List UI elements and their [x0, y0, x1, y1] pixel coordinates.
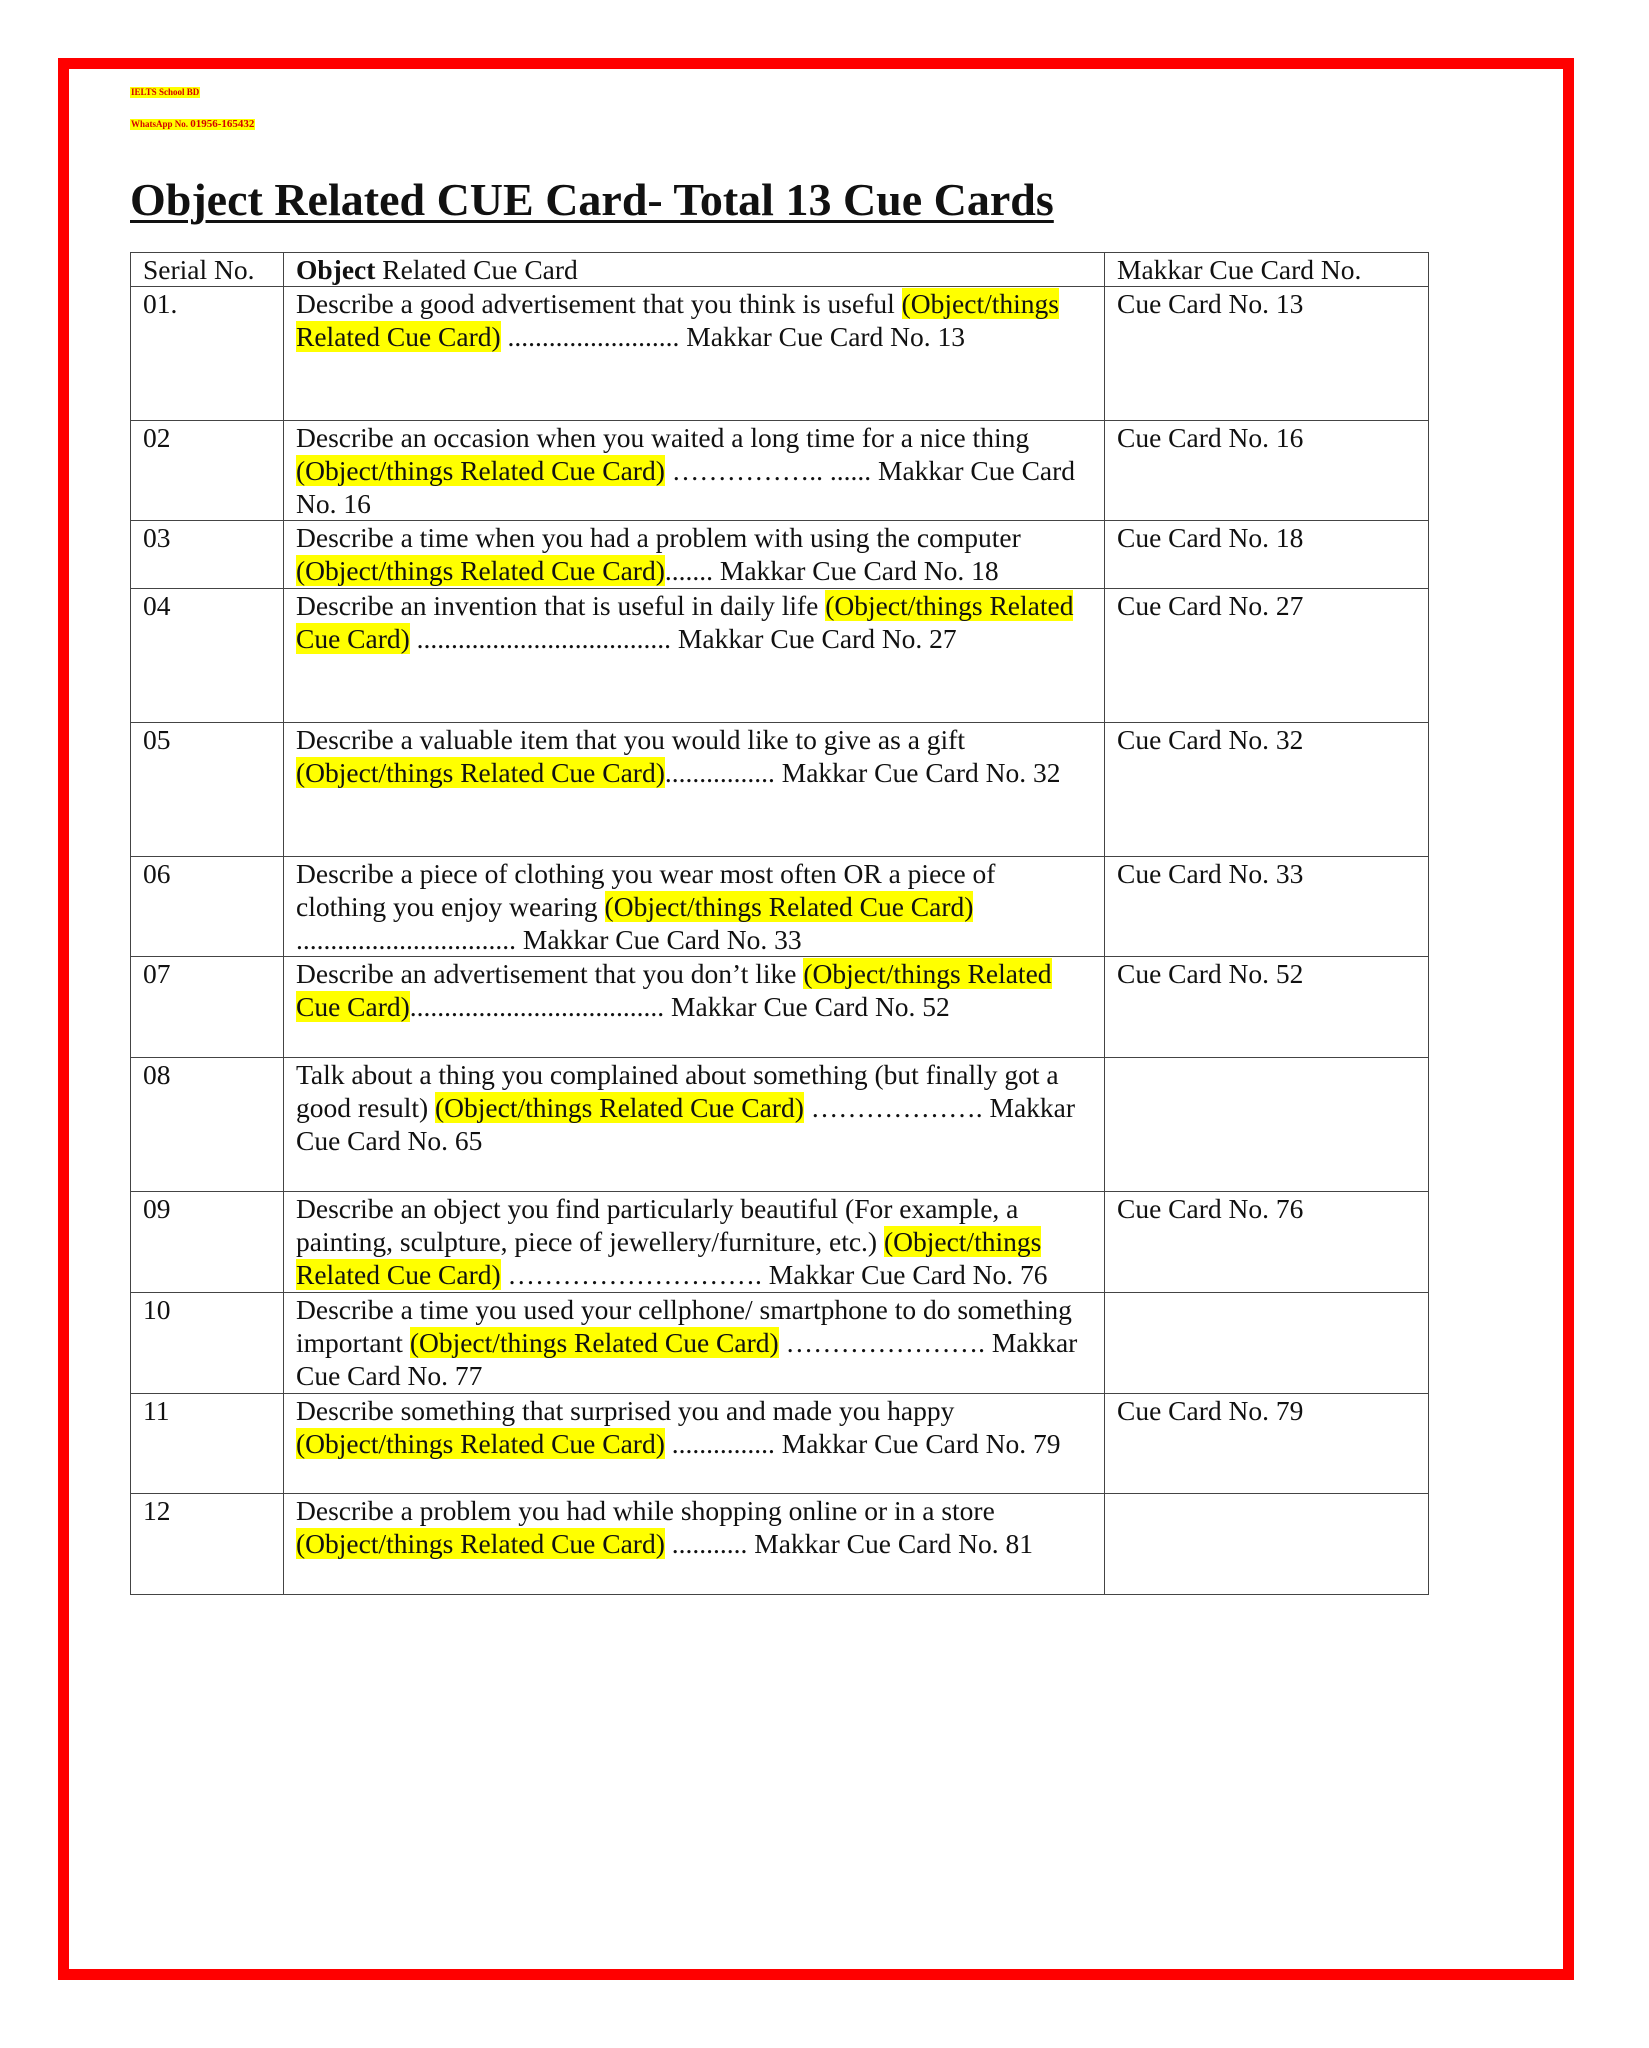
- description-text: Describe a time you used your cellphone/ smartphone to do something important: [296, 1294, 1072, 1358]
- makkar-reference: ..................................... Makkar Cue Card No. 52: [409, 991, 950, 1022]
- description-cell: [284, 957, 1105, 1058]
- makkar-reference: ....... Makkar Cue Card No. 18: [664, 555, 999, 586]
- description-text: Describe a valuable item that you would like to give as a gift: [296, 724, 965, 755]
- category-highlight: (Object/things Related Cue Card): [296, 288, 1059, 352]
- description-cell: [284, 1394, 1105, 1494]
- table-row: [131, 723, 1429, 857]
- category-highlight: (Object/things Related Cue Card): [435, 1092, 804, 1123]
- makkar-cell: Cue Card No. 16: [1105, 421, 1429, 521]
- serial-cell: 02: [131, 421, 284, 521]
- table-row: [131, 589, 1429, 723]
- table-row: [131, 521, 1429, 589]
- description-cell: [284, 857, 1105, 957]
- serial-header: Serial No.: [131, 253, 284, 287]
- category-highlight: (Object/things Related Cue Card): [296, 455, 665, 486]
- description-text: Describe a time when you had a problem with using the computer: [296, 522, 1021, 553]
- description-text: Describe an occasion when you waited a long time for a nice thing: [296, 422, 1030, 453]
- category-highlight: (Object/things Related Cue Card): [296, 1528, 665, 1559]
- serial-cell: 08: [131, 1058, 284, 1192]
- description-text: Talk about a thing you complained about something (but finally got a good result): [296, 1059, 1059, 1123]
- makkar-cell: Cue Card No. 33: [1105, 857, 1429, 957]
- serial-cell: 10: [131, 1293, 284, 1394]
- description-text: Describe an object you find particularly beautiful (For example, a painting, sculpture, piece of jewellery/furniture, etc.): [296, 1193, 1019, 1257]
- table-row: [131, 1394, 1429, 1494]
- makkar-cell: Cue Card No. 13: [1105, 287, 1429, 421]
- serial-cell: 11: [131, 1394, 284, 1494]
- makkar-reference: ..................................... Makkar Cue Card No. 27: [409, 623, 957, 654]
- table-row: [131, 857, 1429, 957]
- whatsapp-label: WhatsApp No.: [131, 119, 191, 129]
- table-row: [131, 287, 1429, 421]
- description-cell: [284, 1293, 1105, 1394]
- description-cell: [284, 421, 1105, 521]
- makkar-cell: Cue Card No. 52: [1105, 957, 1429, 1058]
- makkar-reference: ........... Makkar Cue Card No. 81: [664, 1528, 1034, 1559]
- category-highlight: (Object/things Related Cue Card): [296, 958, 1052, 1022]
- serial-cell: 09: [131, 1192, 284, 1293]
- category-highlight: (Object/things Related Cue Card): [296, 757, 665, 788]
- table-row: [131, 1058, 1429, 1192]
- makkar-reference: ………………. Makkar Cue Card No. 65: [296, 1092, 1076, 1156]
- makkar-header: Makkar Cue Card No.: [1105, 253, 1429, 287]
- makkar-cell: Cue Card No. 32: [1105, 723, 1429, 857]
- makkar-reference: ................ Makkar Cue Card No. 32: [664, 757, 1061, 788]
- makkar-reference: ………………………. Makkar Cue Card No. 76: [500, 1259, 1048, 1290]
- description-text: Describe something that surprised you and made you happy: [296, 1395, 955, 1426]
- description-text: Describe a piece of clothing you wear most often OR a piece of clothing you enjoy wearing: [296, 858, 996, 922]
- description-cell: [284, 1192, 1105, 1293]
- whatsapp-line: [130, 119, 255, 130]
- category-highlight: (Object/things Related Cue Card): [296, 590, 1074, 654]
- table-row: [131, 957, 1429, 1058]
- cue-card-table: [130, 252, 1429, 1595]
- page-title: Object Related CUE Card- Total 13 Cue Cards: [130, 174, 1054, 225]
- makkar-reference: ............... Makkar Cue Card No. 79: [664, 1428, 1061, 1459]
- category-highlight: (Object/things Related Cue Card): [296, 1226, 1042, 1290]
- table-header-row: [131, 253, 1429, 287]
- makkar-cell: Cue Card No. 79: [1105, 1394, 1429, 1494]
- cue-card-header-rest: Related Cue Card: [375, 254, 578, 285]
- table-row: [131, 1494, 1429, 1595]
- makkar-reference: …………….. ...... Makkar Cue Card No. 16: [296, 455, 1076, 519]
- serial-cell: 06: [131, 857, 284, 957]
- description-cell: [284, 1494, 1105, 1595]
- whatsapp-number: 01956-165432: [190, 118, 255, 130]
- description-text: Describe a problem you had while shopping online or in a store: [296, 1495, 995, 1526]
- description-cell: [284, 287, 1105, 421]
- makkar-cell: Cue Card No. 76: [1105, 1192, 1429, 1293]
- category-highlight: (Object/things Related Cue Card): [296, 1428, 665, 1459]
- description-text: Describe an advertisement that you don’t like: [296, 958, 804, 989]
- description-cell: [284, 1058, 1105, 1192]
- makkar-cell: Cue Card No. 27: [1105, 589, 1429, 723]
- makkar-cell: [1105, 1058, 1429, 1192]
- makkar-reference: ......................... Makkar Cue Card No. 13: [500, 321, 966, 352]
- makkar-reference: ................................ Makkar Cue Card No. 33: [296, 924, 802, 955]
- description-cell: [284, 723, 1105, 857]
- serial-cell: 04: [131, 589, 284, 723]
- serial-cell: 05: [131, 723, 284, 857]
- makkar-cell: [1105, 1293, 1429, 1394]
- table-row: [131, 421, 1429, 521]
- serial-cell: 01.: [131, 287, 284, 421]
- description-cell: [284, 521, 1105, 589]
- serial-cell: 12: [131, 1494, 284, 1595]
- table-row: [131, 1192, 1429, 1293]
- school-name: IELTS School BD: [131, 87, 200, 97]
- serial-cell: 07: [131, 957, 284, 1058]
- cue-card-header: [284, 253, 1105, 287]
- table-row: [131, 1293, 1429, 1394]
- makkar-cell: Cue Card No. 18: [1105, 521, 1429, 589]
- category-highlight: (Object/things Related Cue Card): [296, 555, 665, 586]
- cue-card-header-bold: Object: [296, 254, 376, 285]
- category-highlight: (Object/things Related Cue Card): [604, 891, 974, 922]
- makkar-cell: [1105, 1494, 1429, 1595]
- description-text: Describe a good advertisement that you think is useful: [296, 288, 902, 319]
- serial-cell: 03: [131, 521, 284, 589]
- description-cell: [284, 589, 1105, 723]
- category-highlight: (Object/things Related Cue Card): [409, 1327, 779, 1358]
- description-text: Describe an invention that is useful in daily life: [296, 590, 826, 621]
- makkar-reference: …………………. Makkar Cue Card No. 77: [296, 1327, 1078, 1391]
